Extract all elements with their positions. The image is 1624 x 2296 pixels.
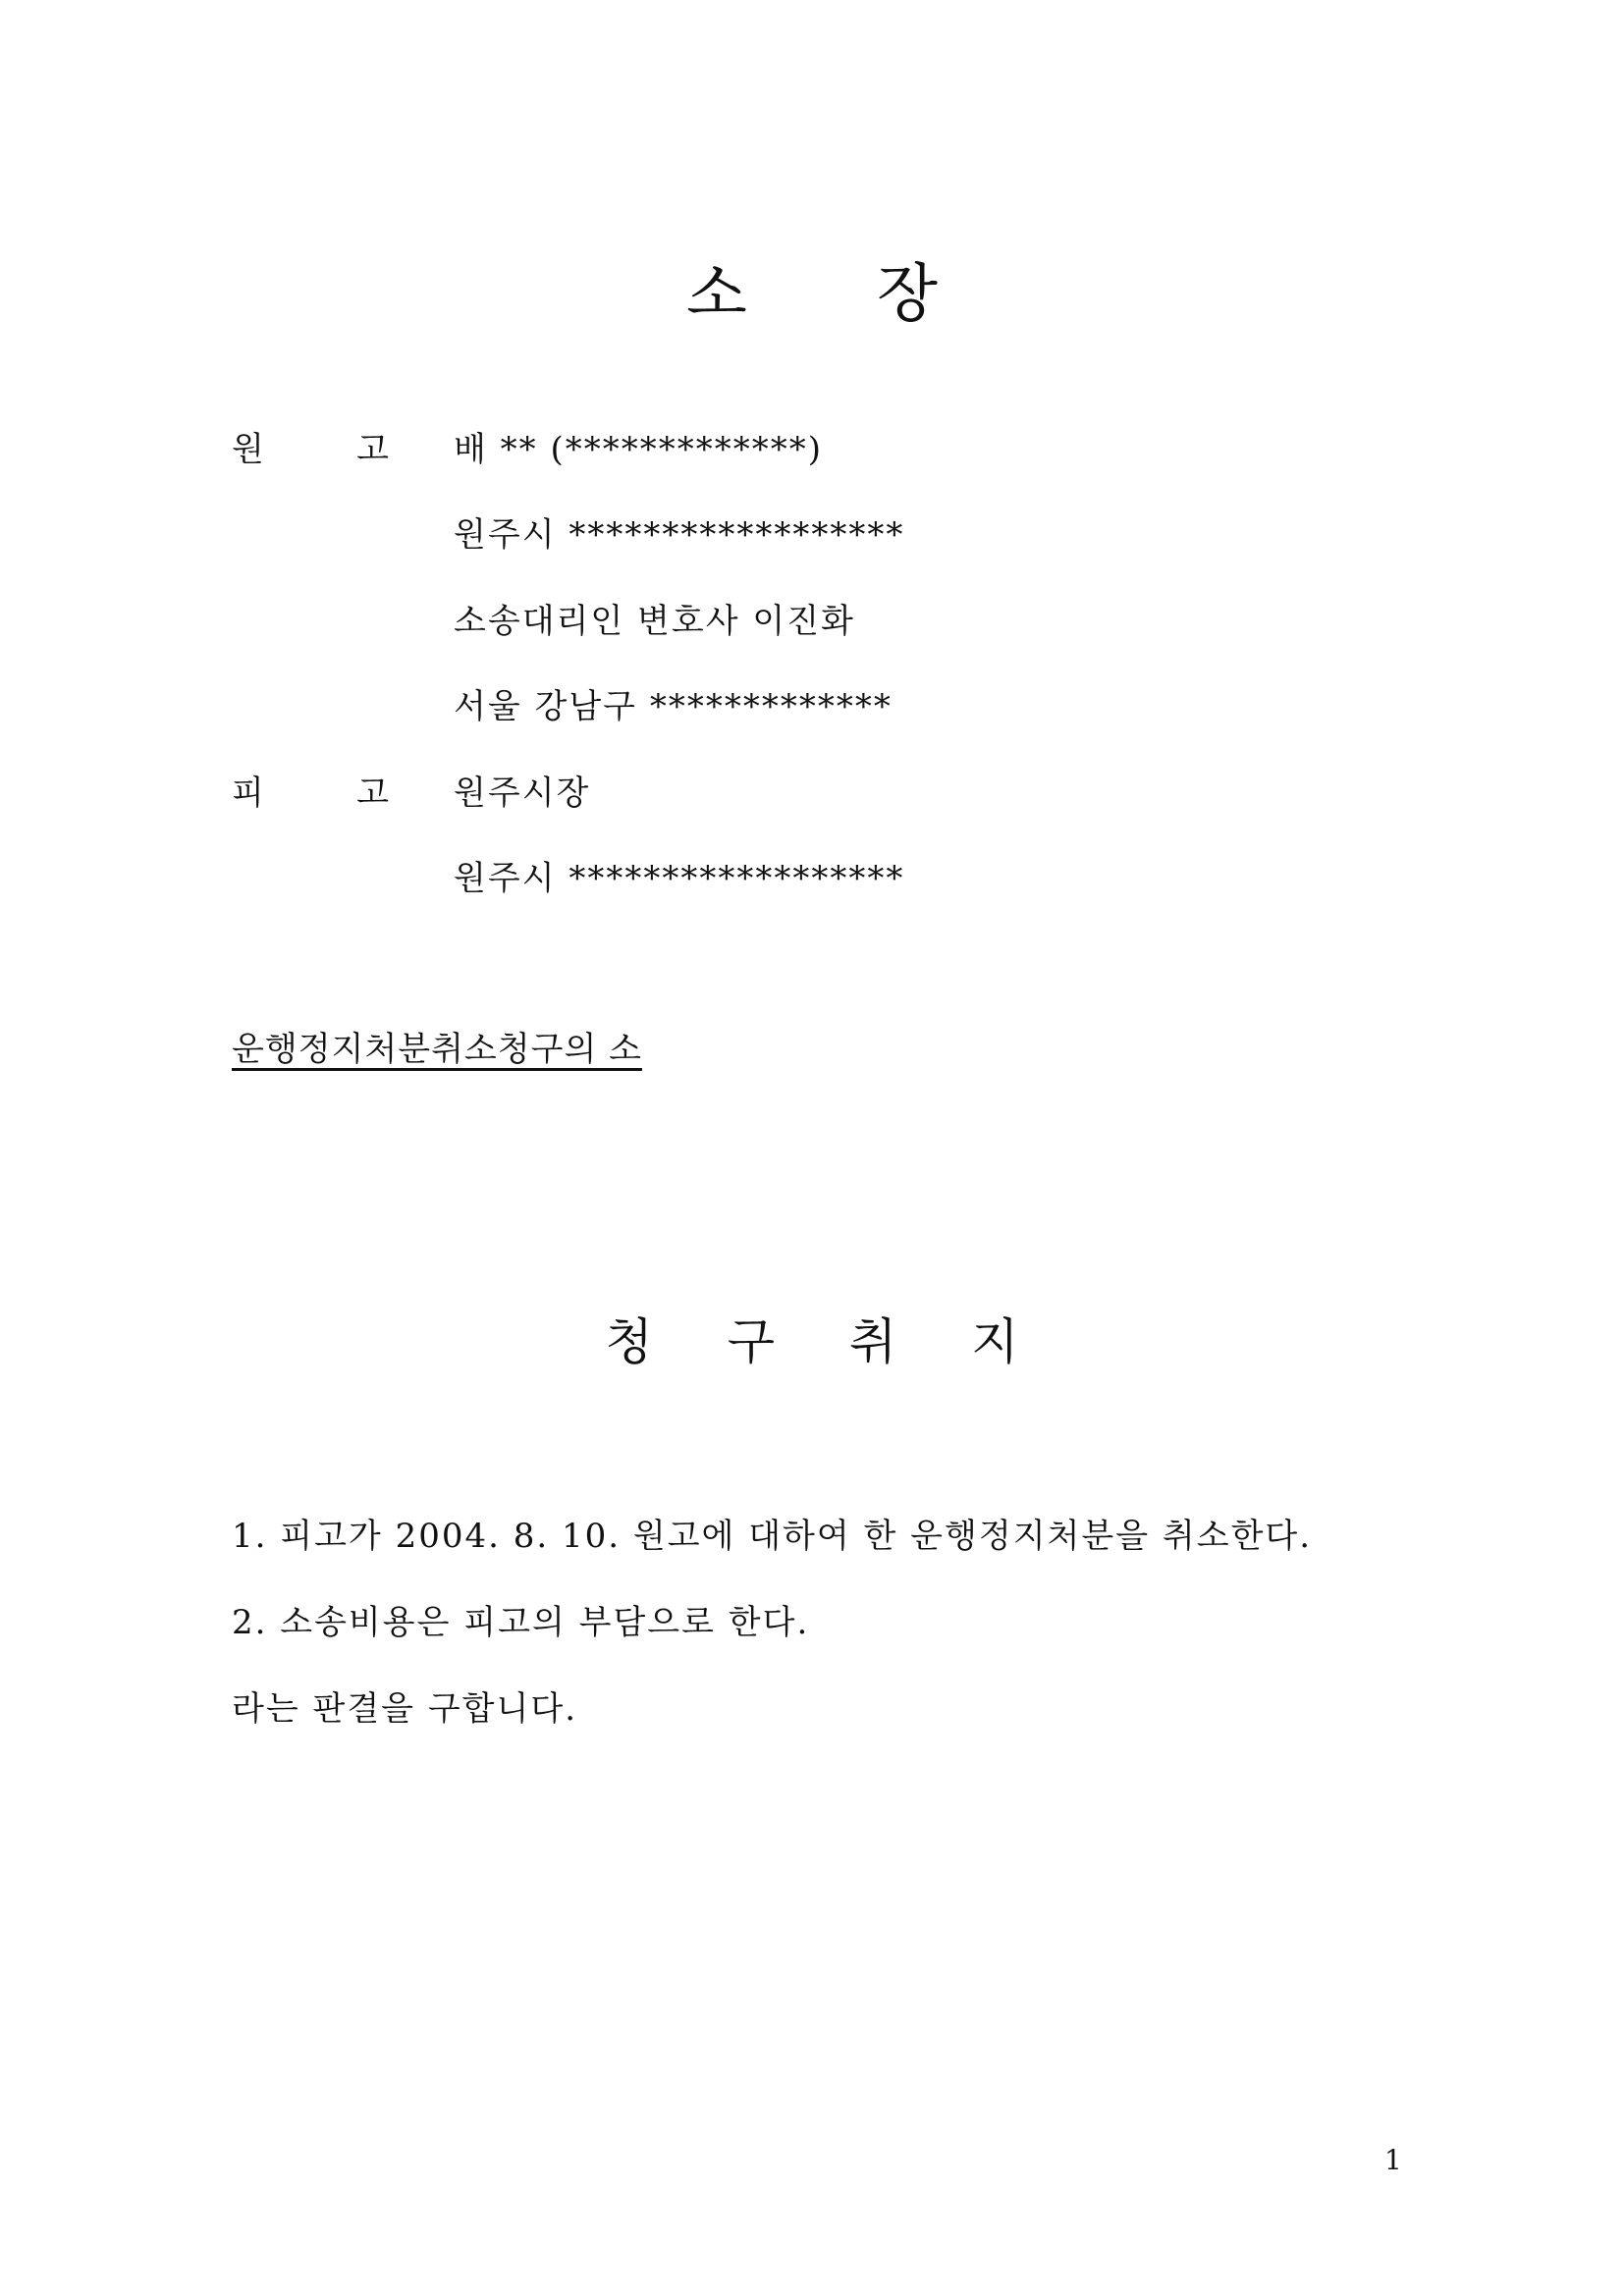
document-title: 소 장 — [686, 258, 993, 331]
defendant-label-char-1: 피 — [232, 774, 264, 813]
defendant-label-char-2: 고 — [356, 774, 389, 813]
plaintiff-attorney-address: 서울 강남구 ************* — [454, 687, 893, 726]
claim-item-2: 2. 소송비용은 피고의 부담으로 한다. — [232, 1603, 810, 1642]
claim-closing: 라는 판결을 구합니다. — [232, 1689, 578, 1729]
claim-item-1: 1. 피고가 2004. 8. 10. 원고에 대하여 한 운행정지처분을 취소한다. — [232, 1517, 1313, 1556]
defendant-label — [232, 774, 389, 813]
plaintiff-address: 원주시 ****************** — [454, 515, 905, 555]
claim-section-title: 청 구 취 지 — [605, 1313, 1049, 1370]
defendant-name: 원주시장 — [454, 774, 591, 813]
case-name: 운행정지처분취소청구의 소 — [232, 1030, 642, 1069]
defendant-address: 원주시 ****************** — [454, 859, 905, 898]
plaintiff-attorney: 소송대리인 변호사 이진화 — [454, 602, 855, 641]
plaintiff-label-char-1: 원 — [232, 430, 264, 469]
plaintiff-label — [232, 430, 389, 469]
plaintiff-name: 배 ** (*************) — [454, 430, 823, 469]
page-number: 1 — [1384, 2144, 1402, 2176]
plaintiff-label-char-2: 고 — [356, 430, 389, 469]
